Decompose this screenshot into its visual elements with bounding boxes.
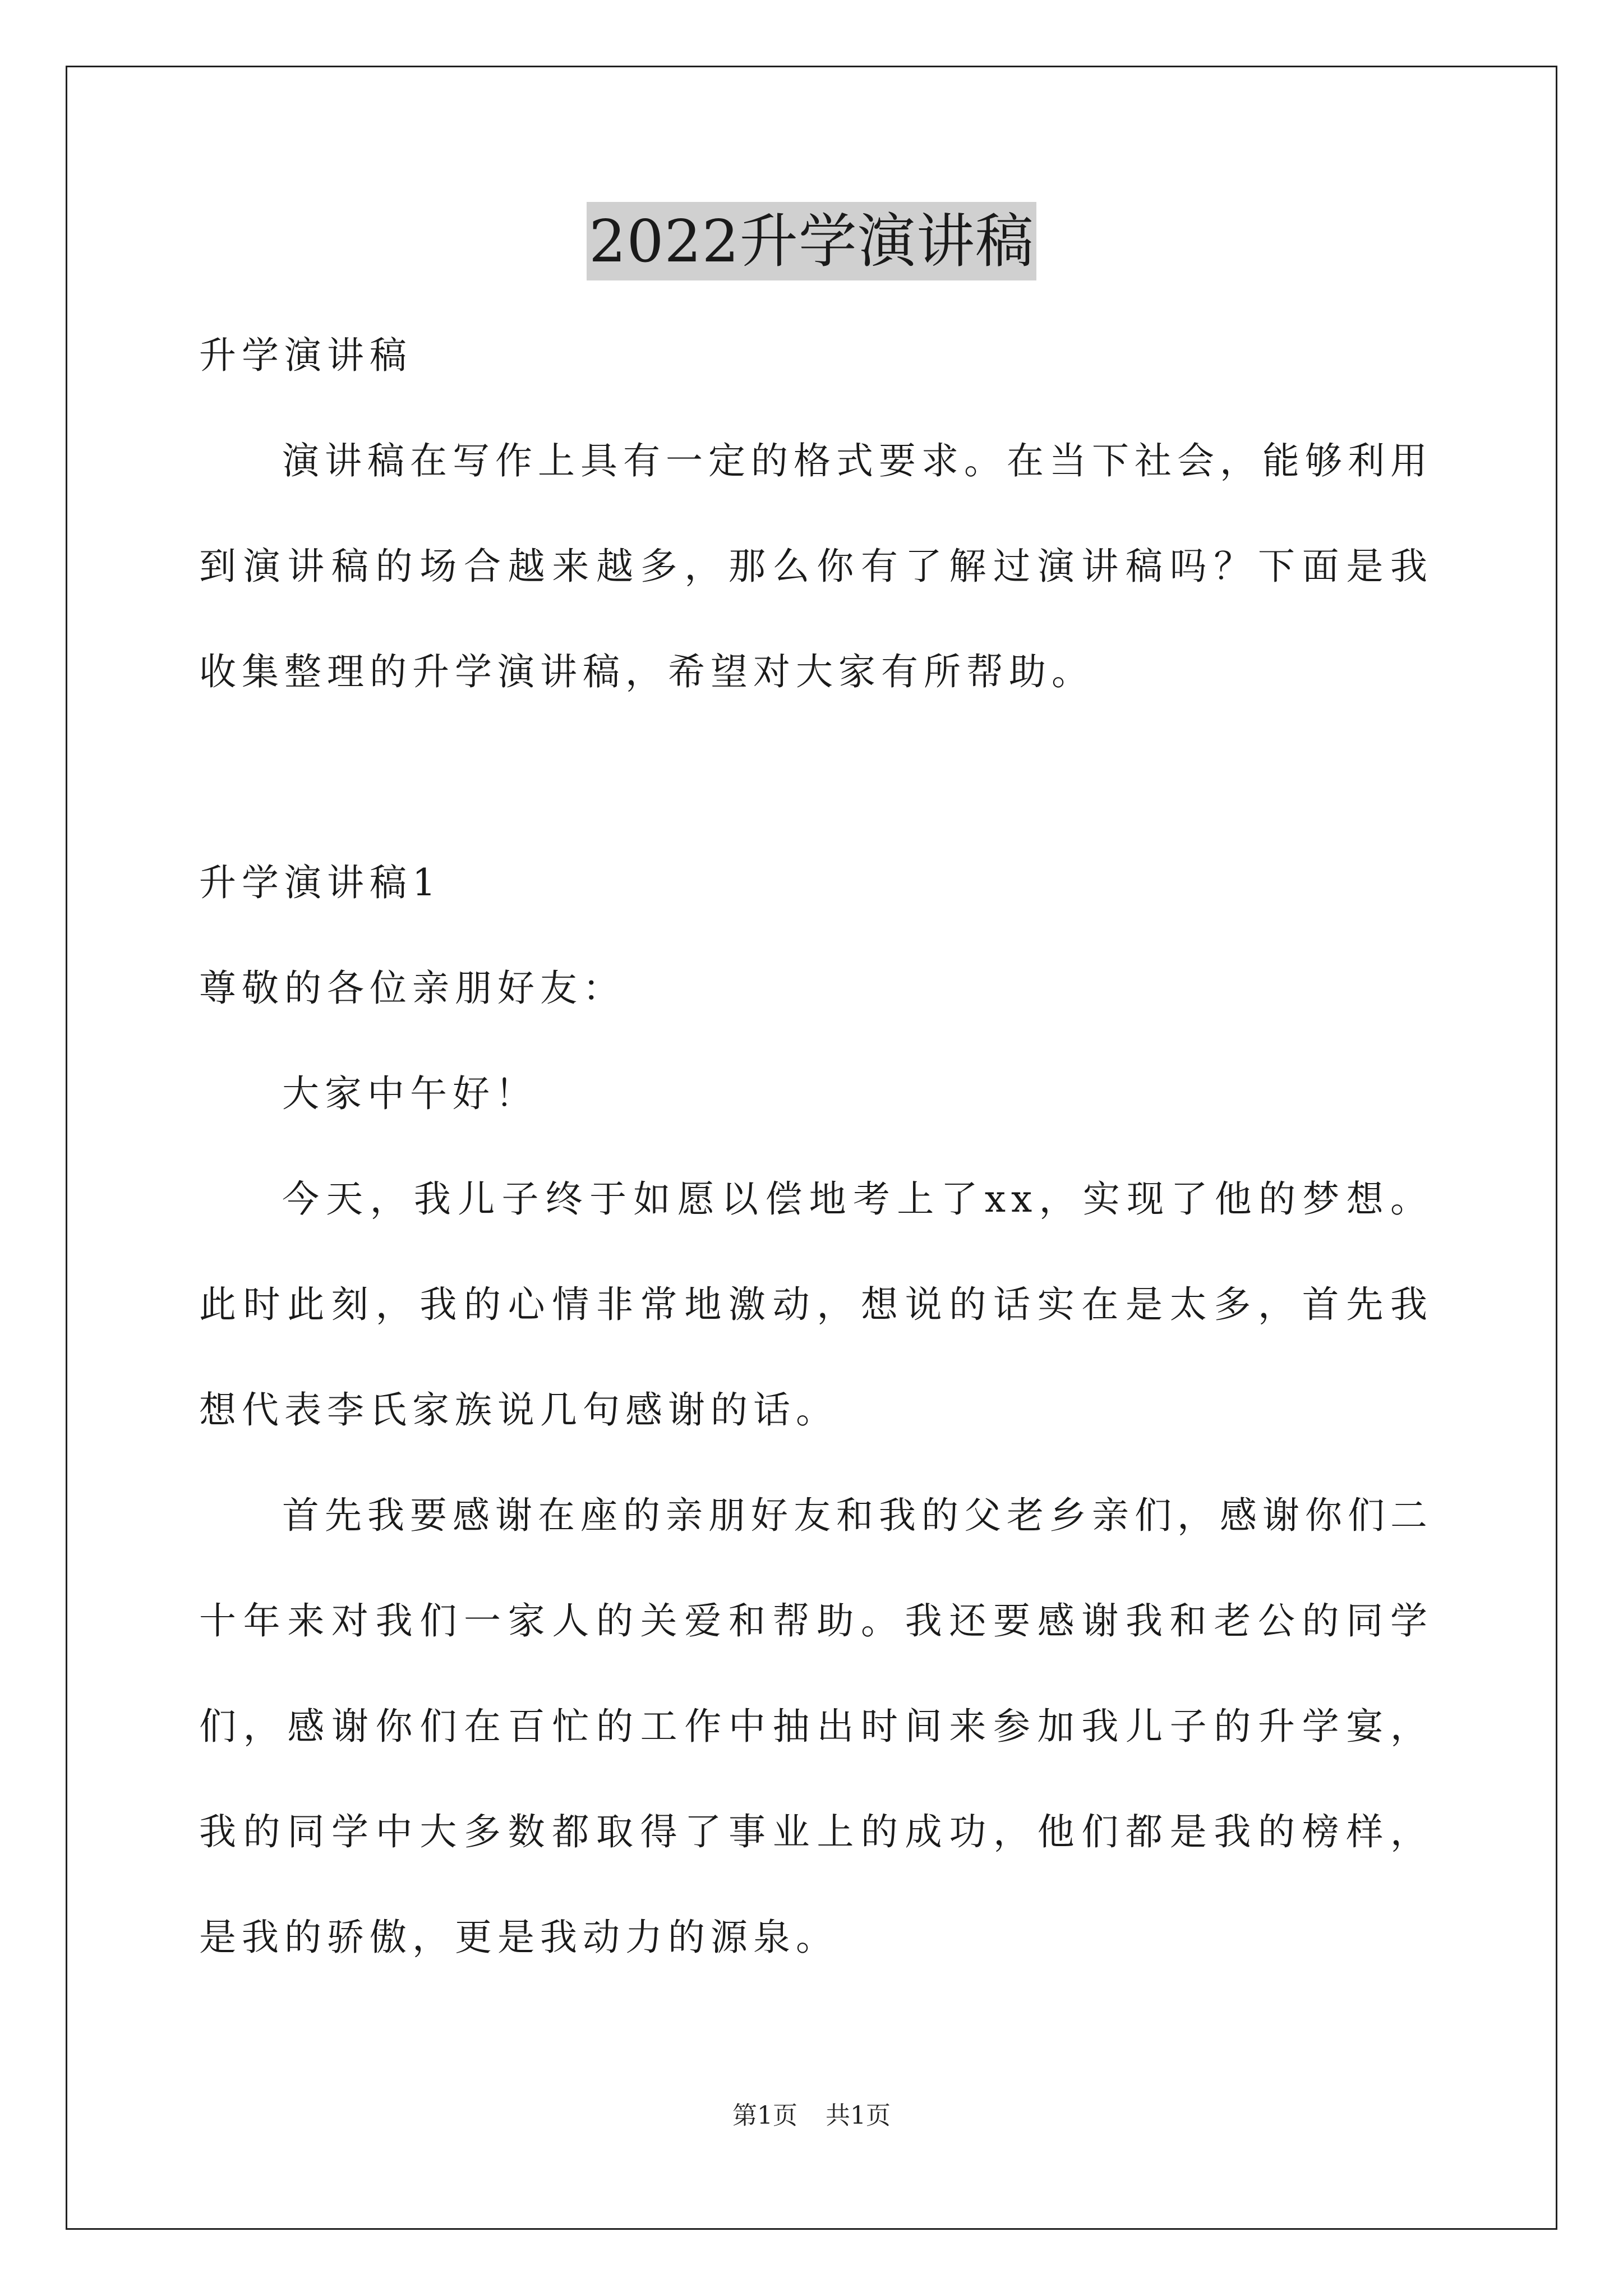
- page-number-total: 共1页: [826, 2101, 891, 2130]
- body-paragraph: 今天，我儿子终于如愿以偿地考上了xx，实现了他的梦想。此时此刻，我的心情非常地激动，想说的话实在是太多，首先我想代表李氏家族说几句感谢的话。: [199, 1177, 1433, 1432]
- document-body: [199, 303, 1433, 1990]
- body-paragraph: 首先我要感谢在座的亲朋好友和我的父老乡亲们，感谢你们二十年来对我们一家人的关爱和帮助。我还要感谢我和老公的同学们，感谢你们在百忙的工作中抽出时间来参加我儿子的升学宴，我的同学中大多数都取得了事业上的成功，他们都是我的榜样，是我的骄傲，更是我动力的源泉。: [199, 1494, 1433, 1959]
- heading: 升学演讲稿: [199, 334, 412, 377]
- salutation: 尊敬的各位亲朋好友：: [199, 967, 625, 1010]
- greeting: 大家中午好！: [282, 1072, 538, 1115]
- document-title: 2022升学演讲稿: [587, 202, 1036, 280]
- intro-paragraph: 演讲稿在写作上具有一定的格式要求。在当下社会，能够利用到演讲稿的场合越来越多，那么你有了解过演讲稿吗？下面是我收集整理的升学演讲稿，希望对大家有所帮助。: [199, 439, 1433, 693]
- title-container: [0, 202, 1623, 280]
- section-title: 升学演讲稿1: [199, 861, 441, 904]
- page-footer: [0, 2095, 1623, 2131]
- page-number-current: 第1页: [732, 2101, 797, 2130]
